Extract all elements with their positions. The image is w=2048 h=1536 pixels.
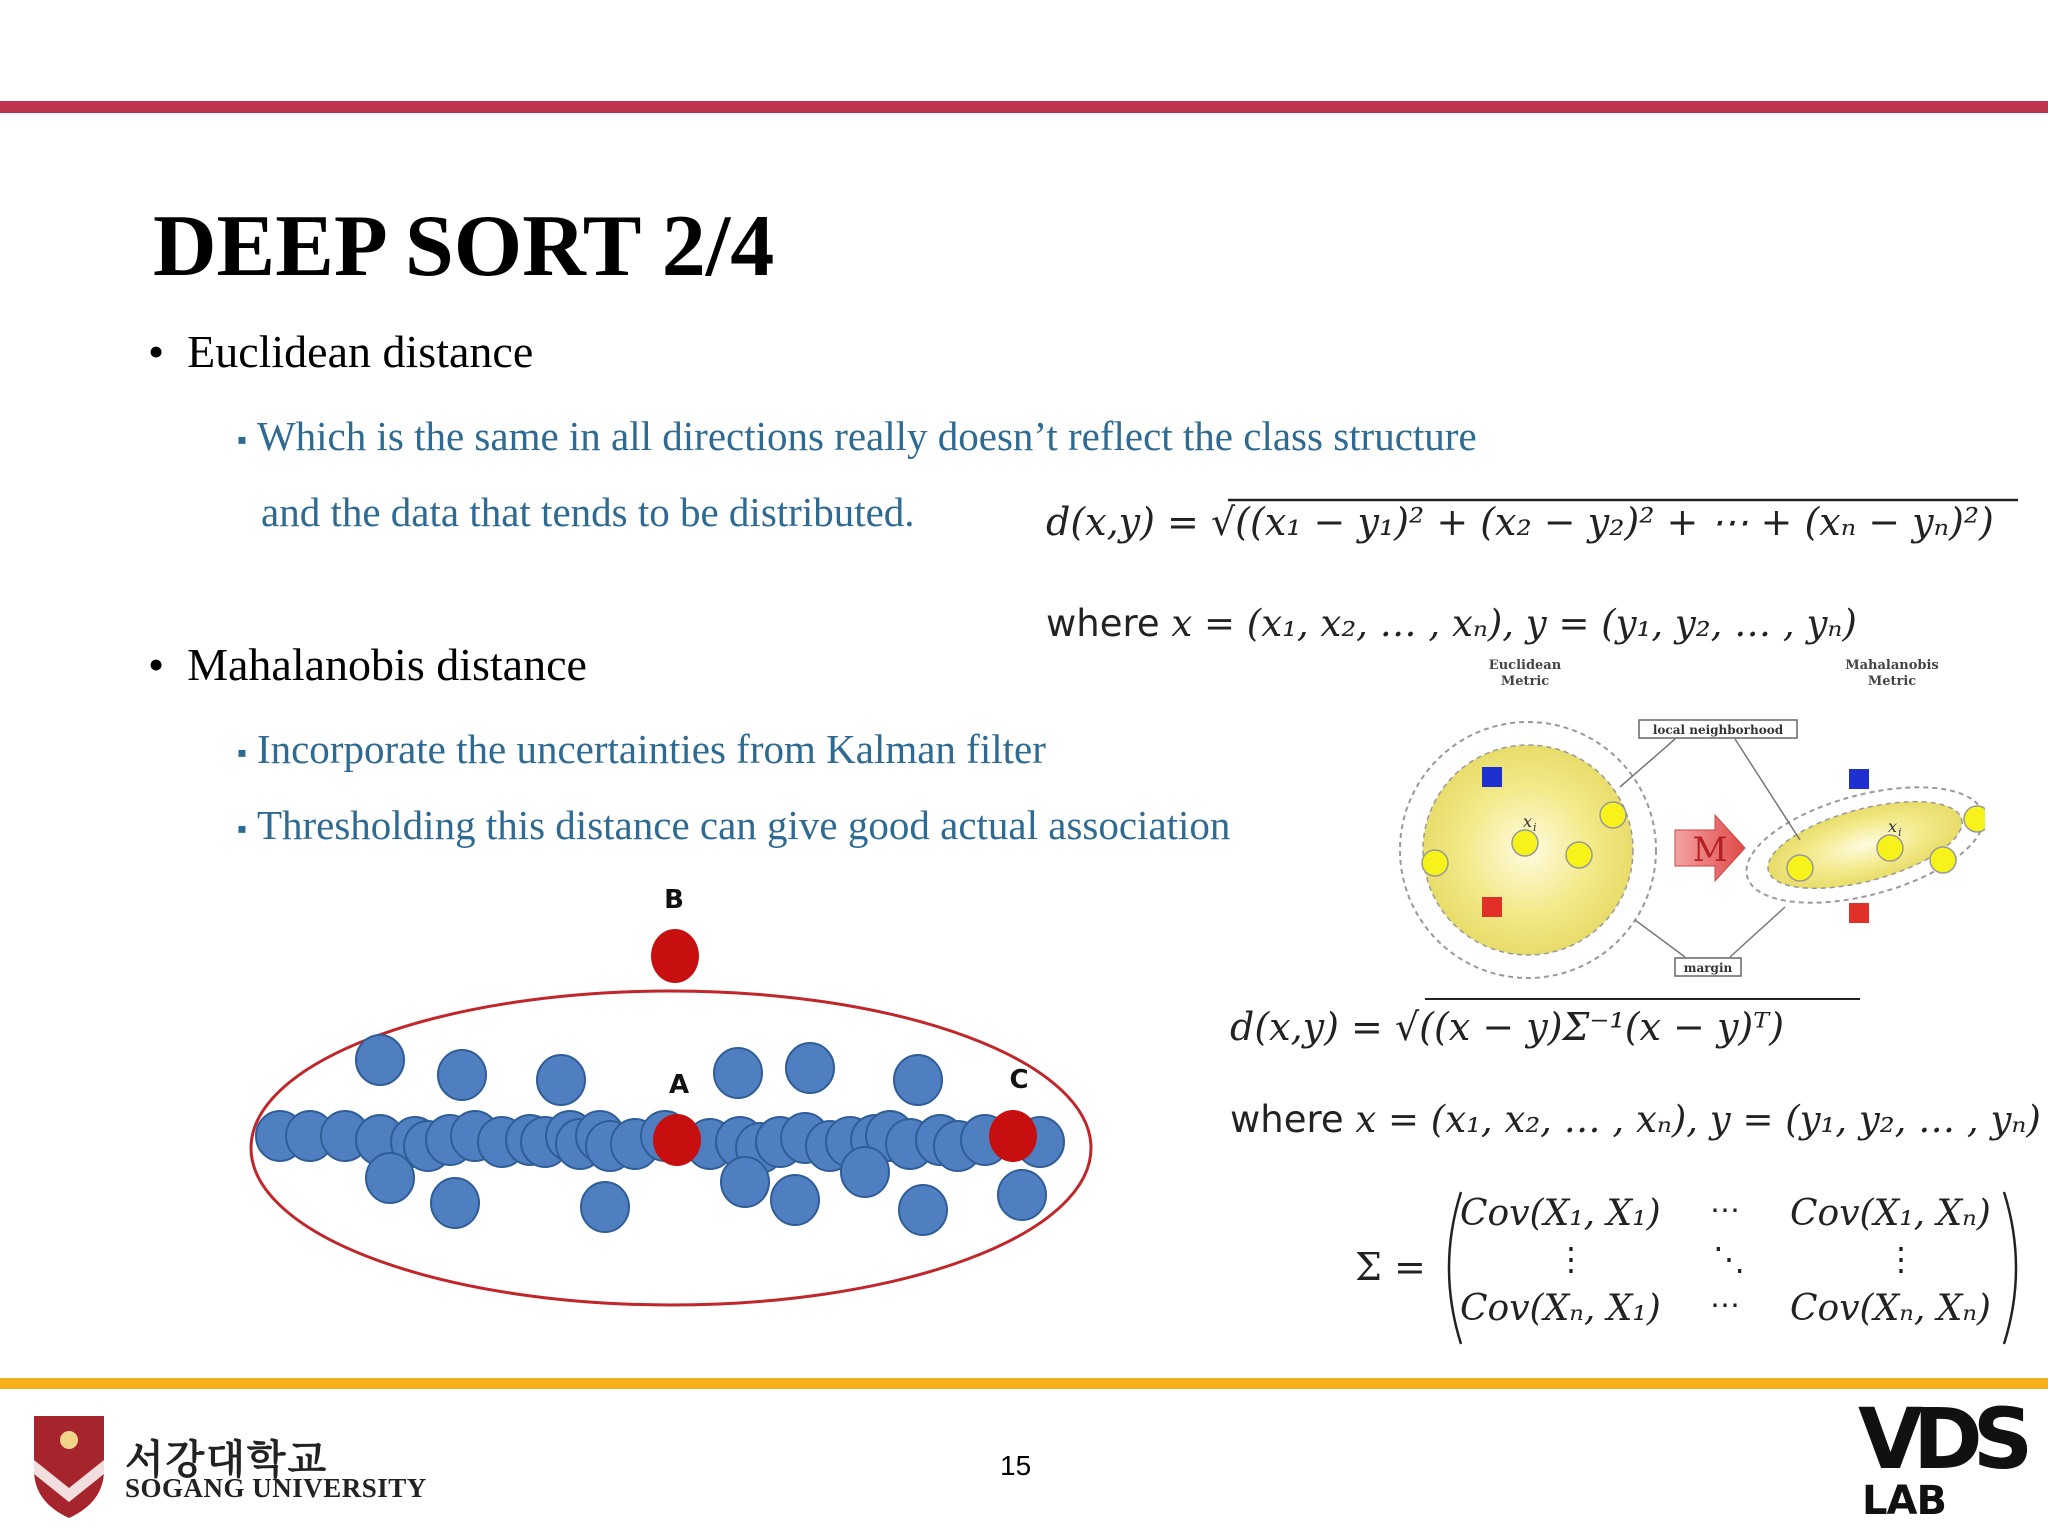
vds-logo-bottom: LAB: [1862, 1478, 1946, 1524]
matrix-right-paren: [2000, 1188, 2030, 1348]
blue-point: [786, 1043, 834, 1093]
blue-point: [366, 1153, 414, 1203]
transform-letter: M: [1692, 830, 1728, 870]
blue-point: [841, 1147, 889, 1197]
yellow-point: [1930, 847, 1956, 873]
euclidean-where-row: [1046, 602, 1857, 645]
matrix-r2c3: ⋮: [1885, 1240, 1917, 1278]
metric-comparison-diagram: [1385, 655, 1985, 985]
bullet-mahalanobis: [148, 638, 587, 691]
vds-logo-top: VDS: [1858, 1390, 2024, 1488]
point-b: [651, 929, 699, 983]
yellow-point: [1566, 842, 1592, 868]
bullet-dot: •: [148, 639, 188, 690]
margin-label: margin: [1683, 961, 1733, 975]
euclidean-desc-line1: Which is the same in all directions really doesn’t reflect the class structure: [256, 413, 1477, 459]
matrix-r2c2: ⋱: [1713, 1240, 1745, 1278]
matrix-r1c1: Cov(X₁, X₁): [1460, 1193, 1661, 1234]
mahalanobis-neighborhood: [1759, 784, 1971, 905]
red-square-marker: [1849, 903, 1869, 923]
yellow-point: [1600, 802, 1626, 828]
euclidean-heading: Euclidean distance: [187, 326, 534, 377]
blue-point: [899, 1185, 947, 1235]
mahalanobis-item2: Thresholding this distance can give good actual association: [256, 802, 1231, 848]
local-neighborhood-label: local neighborhood: [1652, 723, 1784, 737]
mahalanobis-where-label: where: [1230, 1098, 1344, 1141]
blue-square-marker: [1849, 769, 1869, 789]
university-name-english: SOGANG UNIVERSITY: [125, 1473, 427, 1503]
matrix-r3c2: ⋯: [1710, 1288, 1740, 1323]
euclidean-where-expr: x = (x₁, x₂, … , xₙ), y = (y₁, y₂, … , yₙ): [1171, 602, 1857, 645]
square-bullet: ▪: [237, 424, 247, 456]
vds-lab-logo: [1858, 1390, 2038, 1528]
euclidean-formula: [1046, 500, 1994, 544]
euclidean-metric-label-1: Euclidean: [1488, 658, 1562, 673]
blue-point: [998, 1170, 1046, 1220]
mahalanobis-formula-text: d(x,y) = √((x − y)Σ⁻¹(x − y)ᵀ): [1230, 1005, 1785, 1049]
center-sub-right: i: [1898, 826, 1902, 839]
center-symbol-left: x: [1523, 812, 1533, 831]
center-sub-left: i: [1533, 821, 1537, 834]
mahalanobis-where-expr: x = (x₁, x₂, … , xₙ), y = (y₁, y₂, … , yₙ): [1355, 1098, 2041, 1141]
matrix-r1c3: Cov(X₁, Xₙ): [1790, 1193, 1991, 1234]
bullet-dot: •: [148, 326, 188, 377]
euclidean-metric-label-2: Metric: [1500, 674, 1550, 689]
red-square-marker: [1482, 897, 1502, 917]
matrix-r3c1: Cov(Xₙ, X₁): [1460, 1288, 1661, 1329]
page-number: 15: [1000, 1450, 1032, 1481]
blue-point: [537, 1055, 585, 1105]
center-symbol-right: x: [1888, 817, 1898, 836]
euclidean-sqrt-vinculum: [1228, 496, 2020, 506]
mahalanobis-item2-row: [237, 801, 1230, 849]
blue-square-marker: [1482, 767, 1502, 787]
square-bullet: ▪: [237, 737, 247, 769]
sigma-label: Σ =: [1355, 1245, 1426, 1289]
yellow-point: [1964, 806, 1985, 832]
matrix-r2c1: ⋮: [1555, 1240, 1587, 1278]
square-bullet: ▪: [237, 813, 247, 845]
mahalanobis-formula: [1230, 1005, 1784, 1049]
matrix-r1c2: ⋯: [1710, 1193, 1740, 1228]
arrow-line: [1735, 739, 1800, 840]
mahalanobis-scatter-diagram: [240, 870, 1120, 1320]
label-c: C: [1009, 1065, 1029, 1095]
sogang-shield-logo: [30, 1410, 108, 1522]
yellow-point: [1787, 855, 1813, 881]
blue-point: [714, 1048, 762, 1098]
mahalanobis-item1: Incorporate the uncertainties from Kalman filter: [256, 726, 1046, 772]
blue-point: [894, 1055, 942, 1105]
mahalanobis-sqrt-vinculum: [1425, 995, 1865, 1005]
label-b: B: [664, 885, 684, 915]
blue-point: [356, 1035, 404, 1085]
top-accent-bar: [0, 101, 2048, 113]
blue-point: [581, 1182, 629, 1232]
point-a: [653, 1114, 701, 1166]
euclidean-formula-text: d(x,y) = √((x₁ − y₁)² + (x₂ − y₂)² + ⋯ + (xₙ − yₙ)²): [1046, 500, 1994, 544]
label-a: A: [668, 1070, 690, 1100]
blue-point: [438, 1050, 486, 1100]
slide-title: DEEP SORT 2/4: [153, 198, 775, 295]
bullet-euclidean: [148, 325, 533, 378]
arrow-line: [1635, 920, 1685, 957]
mahalanobis-metric-label-1: Mahalanobis: [1845, 658, 1939, 673]
blue-point: [431, 1178, 479, 1228]
mahalanobis-where-row: [1230, 1098, 2041, 1141]
blue-point: [771, 1175, 819, 1225]
arrow-line: [1620, 739, 1675, 787]
blue-point: [721, 1157, 769, 1207]
euclidean-where-label: where: [1046, 602, 1160, 645]
yellow-point: [1422, 850, 1448, 876]
point-c: [989, 1110, 1037, 1162]
university-name-korean: 서강대학교: [125, 1436, 329, 1483]
matrix-r3c3: Cov(Xₙ, Xₙ): [1790, 1288, 1991, 1329]
mahalanobis-item1-row: [237, 725, 1046, 773]
euclidean-desc-line1-row: [237, 412, 1477, 460]
arrow-line: [1730, 907, 1785, 957]
bottom-accent-bar: [0, 1378, 2048, 1389]
mahalanobis-heading: Mahalanobis distance: [187, 639, 587, 690]
euclidean-desc-line2: and the data that tends to be distributed.: [261, 489, 915, 535]
mahalanobis-metric-label-2: Metric: [1867, 674, 1917, 689]
